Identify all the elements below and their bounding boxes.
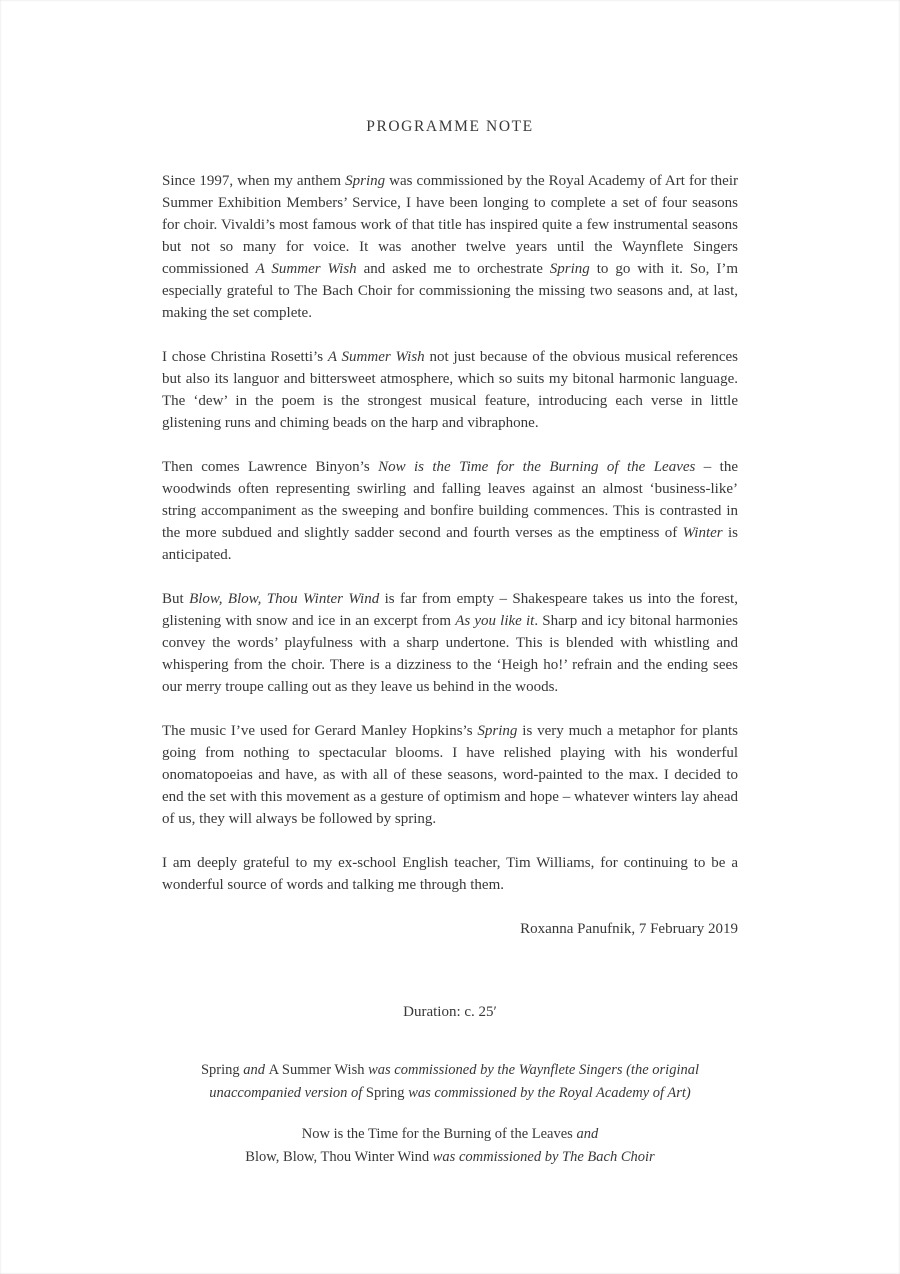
paragraph-2: I chose Christina Rosetti’s A Summer Wish not just because of the obvious musical references but also its languor and bittersweet atmosphere, which so suits my bitonal harmonic language. The ‘dew’ in the poem is the strongest musical feature, introducing each verse in little glistening runs and chiming beads on the harp and vibraphone. xyxy=(162,349,738,431)
duration-note: Duration: c. 25′ xyxy=(403,1004,497,1020)
paragraph-5: The music I’ve used for Gerard Manley Hopkins’s Spring is very much a metaphor for plants going from nothing to spectacular blooms. I have relished playing with his wonderful onomatopoeias and have, as with all of these seasons, word-painted to the max. I decided to end the set with this movement as a gesture of optimism and hope – whatever winters lay ahead of us, they will always be followed by spring. xyxy=(162,723,738,827)
paragraph-4: But Blow, Blow, Thou Winter Wind is far from empty – Shakespeare takes us into the forest, glistening with snow and ice in an excerpt from As you like it. Sharp and icy bitonal harmonies convey the words’ playfulness with a sharp undertone. This is blended with whistling and whispering from the choir. There is a dizziness to the ‘Heigh ho!’ refrain and the ending sees our merry troupe calling out as they leave us behind in the woods. xyxy=(162,591,738,695)
commission-note-2-line-1: Now is the Time for the Burning of the Leaves and xyxy=(301,1126,599,1142)
page-title: PROGRAMME NOTE xyxy=(366,118,534,135)
commission-note-1-line-2: unaccompanied version of Spring was commissioned by the Royal Academy of Art) xyxy=(209,1085,691,1101)
paragraph-1: Since 1997, when my anthem Spring was commissioned by the Royal Academy of Art for their Summer Exhibition Members’ Service, I have been longing to complete a set of four seasons for choir. Vivaldi’s most famous work of that title has inspired quite a few instrumental seasons but not so many for voice. It was another twelve years until the Waynflete Singers commissioned A Summer Wish and asked me to orchestrate Spring to go with it. So, I’m especially grateful to The Bach Choir for commissioning the missing two seasons and, at last, making the set complete. xyxy=(162,173,739,321)
commission-note-1 xyxy=(162,1059,738,1105)
signature-line: Roxanna Panufnik, 7 February 2019 xyxy=(520,921,738,937)
commission-note-2 xyxy=(162,1123,738,1169)
commission-note-1-line-1: Spring and A Summer Wish was commissioned by the Waynflete Singers (the original xyxy=(200,1062,700,1078)
commission-note-2-line-2: Blow, Blow, Thou Winter Wind was commissioned by The Bach Choir xyxy=(245,1149,655,1165)
paragraph-6: I am deeply grateful to my ex-school English teacher, Tim Williams, for continuing to be a wonderful source of words and talking me through them. xyxy=(162,855,738,893)
text-column xyxy=(162,0,738,1169)
paragraph-3: Then comes Lawrence Binyon’s Now is the Time for the Burning of the Leaves – the woodwinds often representing swirling and falling leaves against an almost ‘business-like’ string accompaniment as the sweeping and bonfire building commences. This is contrasted in the more subdued and slightly sadder second and fourth verses as the emptiness of Winter is anticipated. xyxy=(162,459,738,563)
